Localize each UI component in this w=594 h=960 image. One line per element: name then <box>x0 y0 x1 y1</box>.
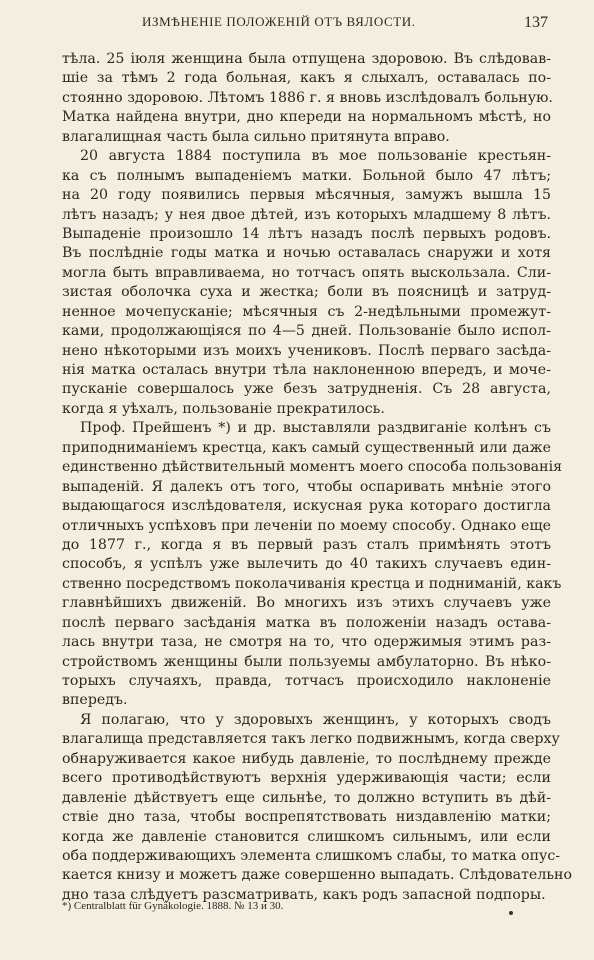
text-line: способъ, я успѣлъ уже вылечить до 40 такихъ случаевъ един- <box>62 556 551 573</box>
text-line: стройствомъ женщины были пользуемы амбулаторно. Въ нѣко- <box>62 653 551 670</box>
text-line: обнаруживается какое нибудь давленіе, то послѣднему прежде <box>62 750 551 767</box>
text-line: отличныхъ успѣховъ при леченіи по моему способу. Однако еще <box>62 517 551 534</box>
text-line: могла быть вправливаема, но тотчасъ опять выскользала. Сли- <box>62 264 551 281</box>
text-line: дно таза слѣдуетъ разсматривать, какъ родъ запасной подпоры. <box>62 886 546 903</box>
text-line: Въ послѣдніе годы матка и ночью оставалась снаружи и хотя <box>62 245 551 262</box>
text-line: тѣла. 25 іюля женщина была отпущена здоровою. Въ слѣдовав- <box>62 51 551 67</box>
text-line: нено нѣкоторыми изъ моихъ учениковъ. Послѣ перваго засѣда- <box>62 342 551 359</box>
text-line: приподниманіемъ крестца, какъ самый существенный или даже <box>62 439 551 456</box>
text-line: до 1877 г., когда я въ первый разъ сталъ примѣнять этотъ <box>62 536 551 553</box>
text-line: единственно дѣйствительный моментъ моего способа пользованія <box>62 459 563 476</box>
text-line: Проф. Прейшенъ *) и др. выставляли раздвиганіе колѣнъ съ <box>80 420 551 437</box>
text-line: на 20 году появились первыя мѣсячныя, замужъ вышла 15 <box>62 187 551 204</box>
text-line: Выпаденіе произошло 14 лѣтъ назадъ послѣ первыхъ родовъ. <box>62 225 551 242</box>
text-line: пусканіе совершалось уже безъ затрудненія. Съ 28 августа, <box>62 381 551 398</box>
ink-dot <box>509 911 513 915</box>
text-line: шіе за тѣмъ 2 года больная, какъ я слыхалъ, оставалась по- <box>62 70 551 87</box>
text-line: торыхъ случаяхъ, правда, тотчасъ происходило наклоненіе <box>62 673 551 689</box>
text-line: влагалища представляется такъ легко подвижнымъ, когда сверху <box>62 731 560 748</box>
text-line: кается книзу и можетъ даже совершенно выпадать. Слѣдовательно <box>62 867 573 884</box>
text-line: когда же давленіе становится слишкомъ сильнымъ, или если <box>62 828 551 845</box>
footnote: *) Centralblatt für Gynäkologie. 1888. № 13 и 30. <box>62 900 284 912</box>
running-title: ИЗМѢНЕНІЕ ПОЛОЖЕНІЙ ОТЪ ВЯЛОСТИ. <box>142 14 416 29</box>
text-line: выдающагося изслѣдователя, искусная рука котораго достигла <box>62 498 551 515</box>
text-line: давленіе дѣйствуетъ еще сильнѣе, то должно вступить въ дѣй- <box>62 789 551 806</box>
text-line: послѣ перваго засѣданія матка въ положеніи назадъ остава- <box>62 614 551 631</box>
text-line: ка съ полнымъ выпаденіемъ матки. Больной было 47 лѣтъ; <box>62 167 551 184</box>
text-line: зистая оболочка суха и жестка; боли въ поясницѣ и затруд- <box>62 284 551 301</box>
text-line: лѣтъ назадъ; у нея двое дѣтей, изъ которыхъ младшему 8 лѣтъ. <box>62 206 551 223</box>
text-line: главнѣйшихъ движеній. Во многихъ изъ этихъ случаевъ уже <box>62 595 551 612</box>
body-text <box>62 50 573 905</box>
text-line: когда я уѣхалъ, пользованіе прекратилось. <box>62 400 385 417</box>
text-line: нія матка осталась внутри тѣла наклоненною впередъ, и моче- <box>62 362 551 378</box>
text-line: Я полагаю, что у здоровыхъ женщинъ, у которыхъ сводъ <box>80 711 551 728</box>
text-line: впередъ. <box>62 692 128 709</box>
text-line: ствіе дно таза, чтобы воспрепятствовать низдавленію матки; <box>62 809 551 826</box>
page-number: 137 <box>524 14 548 31</box>
text-line: ненное мочепусканіе; мѣсячныя съ 2-недѣльными промежут- <box>62 303 551 320</box>
text-line: всего противодѣйствуютъ верхнія удерживающія части; если <box>62 770 551 787</box>
text-line: выпаденій. Я далекъ отъ того, чтобы оспаривать мнѣніе этого <box>62 478 551 495</box>
text-line: оба поддерживающихъ элемента слишкомъ слабы, то матка опус- <box>62 847 561 864</box>
text-line: ственно посредствомъ поколачиванія крестца и подниманій, какъ <box>62 575 562 592</box>
text-line: Матка найдена внутри, дно кпереди на нормальномъ мѣстѣ, но <box>62 109 551 126</box>
text-line: ками, продолжающіяся по 4—5 дней. Пользованіе было испол- <box>62 323 551 340</box>
text-line: 20 августа 1884 поступила въ мое пользованіе крестьян- <box>80 148 551 165</box>
text-line: влагалищная часть была сильно притянута вправо. <box>62 128 450 145</box>
running-head <box>62 14 548 32</box>
text-line: стоянно здоровою. Лѣтомъ 1886 г. я вновь изслѣдовалъ больную. <box>62 89 553 106</box>
text-line: лась внутри таза, не смотря на то, что одержимыя этимъ раз- <box>62 634 551 651</box>
